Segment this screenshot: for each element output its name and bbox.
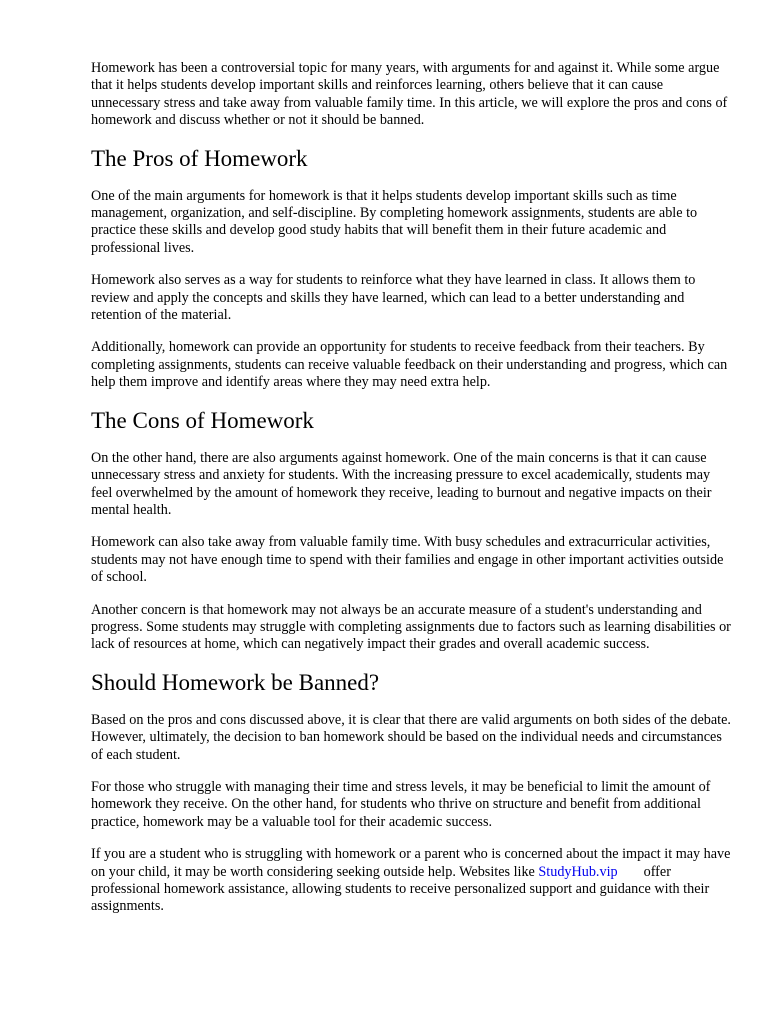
banned-paragraph-1: Based on the pros and cons discussed above, it is clear that there are valid arguments on both sides of the debate. However, ultimately, the decision to ban homework should be based on the individual needs and circumstances of each student.: [91, 711, 731, 763]
document-page: [91, 60, 731, 916]
cons-paragraph-3: Another concern is that homework may not always be an accurate measure of a student's understanding and progress. Some students may struggle with completing assignments due to factors such as learning disabilities or lack of resources at home, which can negatively impact their grades and overall academic success.: [91, 601, 731, 653]
banned-heading: Should Homework be Banned?: [91, 669, 380, 695]
final-text-before: If you are a student who is struggling with homework or a parent who is concerned about the impact it may have on your child, it may be worth considering seeking outside help. Websites like: [91, 846, 731, 880]
pros-paragraph-2: Homework also serves as a way for students to reinforce what they have learned in class. It allows them to review and apply the concepts and skills they have learned, which can lead to a better understanding and retention of the material.: [91, 272, 696, 324]
banned-paragraph-2: For those who struggle with managing their time and stress levels, it may be beneficial to limit the amount of homework they receive. On the other hand, for students who thrive on structure and benefit from additional practice, homework may be a valuable tool for their academic success.: [91, 778, 711, 830]
studyhub-link[interactable]: StudyHub.vip: [538, 863, 618, 880]
final-text-after: offer professional homework assistance, allowing students to receive personalized support and guidance with their assignments.: [91, 863, 710, 915]
pros-heading: The Pros of Homework: [91, 145, 308, 171]
cons-paragraph-2: Homework can also take away from valuable family time. With busy schedules and extracurricular activities, students may not have enough time to spend with their families and engage in other important activities outside of school.: [91, 534, 724, 586]
cons-heading: The Cons of Homework: [91, 407, 314, 433]
pros-paragraph-1: One of the main arguments for homework is that it helps students develop important skills such as time management, organization, and self-discipline. By completing homework assignments, students are able to practice these skills and develop good study habits that will benefit them in their future academic and professional lives.: [91, 187, 698, 256]
cons-paragraph-1: On the other hand, there are also arguments against homework. One of the main concerns is that it can cause unnecessary stress and anxiety for students. With the increasing pressure to excel academically, students may feel overwhelmed by the amount of homework they receive, leading to burnout and negative impacts on their mental health.: [91, 449, 712, 518]
banned-paragraph-final: [91, 846, 731, 916]
intro-paragraph: Homework has been a controversial topic for many years, with arguments for and against it. While some argue that it helps students develop important skills and reinforces learning, others believe that it can cause unnecessary stress and take away from valuable family time. In this article, we will explore the pros and cons of homework and discuss whether or not it should be banned.: [91, 60, 728, 129]
pros-paragraph-3: Additionally, homework can provide an opportunity for students to receive feedback from their teachers. By completing assignments, students can receive valuable feedback on their understanding and progress, which can help them improve and identify areas where they may need extra help.: [91, 339, 728, 391]
